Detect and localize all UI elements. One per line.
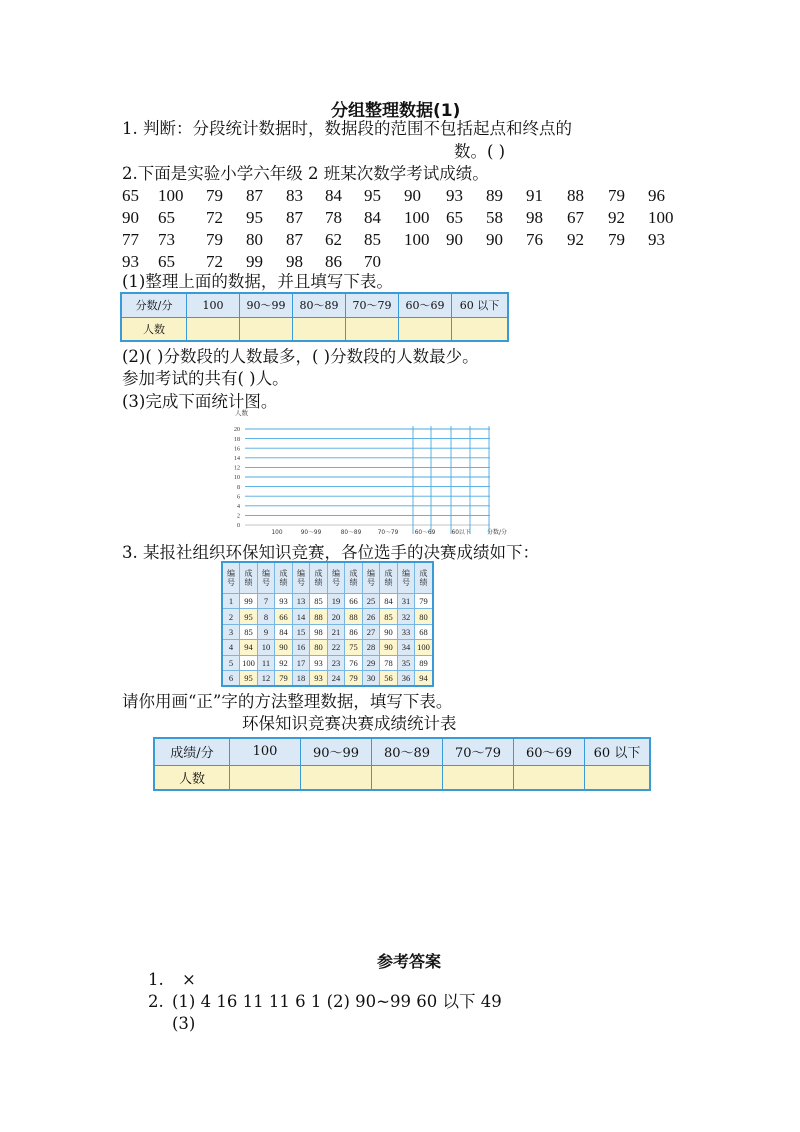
page-title: 分组整理数据(1) [331,101,461,121]
answer-1: × [182,970,196,989]
contestant-score: 79 [345,670,363,686]
contestant-id: 17 [293,655,310,670]
score-table-1 [120,292,509,342]
score-value: 92 [608,208,625,227]
table2-header: 60 以下 [585,738,651,765]
score-value: 83 [286,186,303,205]
contestant-id: 24 [328,670,345,686]
y-tick-label: 12 [234,465,240,472]
score-value: 73 [158,230,175,249]
contestant-id: 7 [258,594,275,609]
contestant-score: 89 [415,655,434,670]
contestant-score: 85 [310,594,328,609]
score-value: 79 [608,186,625,205]
table1-header: 70～79 [346,293,399,317]
contestant-id: 30 [363,670,380,686]
table1-header: 分数/分 [121,293,187,317]
contestant-score: 80 [310,640,328,655]
answer-2-part3: (3) [172,1014,196,1033]
contestant-score: 100 [415,640,434,655]
score-value: 87 [246,186,263,205]
score-column-header: 成 绩 [380,562,398,594]
contestant-id: 11 [258,655,275,670]
contestant-id: 15 [293,624,310,639]
contestant-id: 34 [398,640,415,655]
contestant-id: 13 [293,594,310,609]
contestant-id: 35 [398,655,415,670]
table1-header: 100 [187,293,240,317]
contestant-id: 29 [363,655,380,670]
contestant-score: 90 [380,640,398,655]
contestant-score: 79 [415,594,434,609]
x-tick-label: 70～79 [377,530,399,536]
score-value: 84 [325,186,342,205]
table2-header: 90～99 [301,738,372,765]
table2-header: 成绩/分 [154,738,230,765]
score-value: 72 [206,208,223,227]
contestant-id: 22 [328,640,345,655]
table-row [222,609,433,624]
id-column-header: 编 号 [222,562,240,594]
y-tick-label: 4 [237,504,240,510]
score-value: 72 [206,252,223,271]
score-value: 93 [446,186,463,205]
score-value: 84 [364,208,381,227]
table1-header: 60 以下 [452,293,509,317]
contestant-score: 56 [380,670,398,686]
score-column-header: 成 绩 [345,562,363,594]
contestant-score: 66 [345,594,363,609]
y-tick-label: 16 [234,446,240,453]
score-value: 79 [608,230,625,249]
score-value: 98 [526,208,543,227]
table2-input-cell[interactable] [372,765,443,790]
y-tick-label: 10 [234,475,240,482]
contestant-score: 79 [275,670,293,686]
contestant-id: 9 [258,624,275,639]
score-value: 93 [122,252,139,271]
score-value: 90 [446,230,463,249]
table1-header: 60～69 [399,293,452,317]
score-value: 100 [158,186,184,205]
score-value: 67 [567,208,584,227]
contestant-id: 5 [222,655,240,670]
contestant-id: 3 [222,624,240,639]
table2-input-cell[interactable] [230,765,301,790]
score-value: 87 [286,208,303,227]
contestant-score: 88 [310,609,328,624]
table1-input-cell[interactable] [240,317,293,341]
score-value: 65 [158,252,175,271]
score-list [0,0,800,300]
id-column-header: 编 号 [363,562,380,594]
score-value: 96 [648,186,665,205]
score-value: 65 [158,208,175,227]
table-row [222,594,433,609]
contestant-score: 90 [380,624,398,639]
contestant-id: 31 [398,594,415,609]
contestant-score: 86 [345,624,363,639]
score-value: 80 [246,230,263,249]
contestant-score: 66 [275,609,293,624]
score-value: 95 [364,186,381,205]
table1-input-cell[interactable] [293,317,346,341]
contestant-id: 33 [398,624,415,639]
y-tick-label: 6 [237,494,240,501]
score-value: 98 [286,252,303,271]
score-column-header: 成 绩 [240,562,258,594]
table1-input-cell[interactable] [346,317,399,341]
contestant-score: 94 [240,640,258,655]
id-column-header: 编 号 [398,562,415,594]
contestant-score: 92 [275,655,293,670]
contestant-id: 32 [398,609,415,624]
contestant-score: 85 [380,609,398,624]
table2-input-cell[interactable] [443,765,514,790]
score-value: 100 [404,208,430,227]
score-value: 87 [286,230,303,249]
contestant-score: 88 [345,609,363,624]
x-tick-label: 60以下 [451,530,471,536]
question-1-line1: 1. 判断：分段统计数据时，数据段的范围不包括起点和终点的 [122,119,572,138]
score-value: 95 [246,208,263,227]
contestant-score: 99 [240,594,258,609]
y-tick-label: 18 [234,436,240,443]
contestant-id: 18 [293,670,310,686]
score-value: 90 [404,186,421,205]
contestant-id: 20 [328,609,345,624]
bar-chart [225,406,525,541]
score-value: 65 [446,208,463,227]
answer-2: (1) 4 16 11 11 6 1 (2) 90~99 60 以下 49 [172,992,502,1011]
question-3-intro: 3. 某报社组织环保知识竞赛，各位选手的决赛成绩如下： [122,543,539,562]
y-axis-label: 人数 [235,409,248,417]
y-tick-label: 0 [237,523,240,530]
y-tick-label: 14 [234,456,240,462]
contestant-id: 36 [398,670,415,686]
score-value: 86 [325,252,342,271]
y-tick-label: 2 [237,513,240,520]
question-2-part3: (3)完成下面统计图。 [122,392,278,411]
answer-2-number: 2. [148,992,164,1011]
score-value: 89 [486,186,503,205]
table1-row-label: 人数 [121,317,187,341]
score-value: 58 [486,208,503,227]
score-column-header: 成 绩 [415,562,434,594]
table2-row-label: 人数 [154,765,230,790]
contestant-score: 75 [345,640,363,655]
question-2-part1: (1)整理上面的数据，并且填写下表。 [122,272,393,291]
y-tick-label: 8 [237,484,240,491]
score-value: 88 [567,186,584,205]
score-value: 65 [122,186,139,205]
contestant-score: 68 [415,624,434,639]
contestant-id: 2 [222,609,240,624]
question-3-instruction: 请你用画“正”字的方法整理数据，填写下表。 [122,692,453,711]
x-tick-label: 80～89 [340,530,362,536]
question-2-part2-line2: 参加考试的共有( )人。 [122,369,289,388]
id-column-header: 编 号 [328,562,345,594]
table-title: 环保知识竞赛决赛成绩统计表 [242,714,457,733]
score-table-2 [153,737,651,791]
contestant-score: 78 [380,655,398,670]
contestant-id: 23 [328,655,345,670]
contestant-id: 21 [328,624,345,639]
x-tick-label: 60～69 [414,530,436,536]
contestant-id: 10 [258,640,275,655]
score-value: 100 [404,230,430,249]
score-value: 93 [648,230,665,249]
id-column-header: 编 号 [258,562,275,594]
contestant-score: 93 [310,670,328,686]
contestant-id: 27 [363,624,380,639]
score-value: 90 [122,208,139,227]
table2-input-cell[interactable] [514,765,585,790]
contestant-id: 16 [293,640,310,655]
contestant-score: 84 [275,624,293,639]
table1-input-cell[interactable] [399,317,452,341]
table2-header: 60～69 [514,738,585,765]
score-value: 100 [648,208,674,227]
contestant-id: 26 [363,609,380,624]
table-row [222,640,433,655]
score-value: 92 [567,230,584,249]
contestant-id: 6 [222,670,240,686]
score-column-header: 成 绩 [275,562,293,594]
contestant-score: 93 [310,655,328,670]
table2-header: 100 [230,738,301,765]
score-value: 62 [325,230,342,249]
table1-header: 80～89 [293,293,346,317]
score-value: 77 [122,230,139,249]
contestant-id: 28 [363,640,380,655]
score-value: 79 [206,230,223,249]
table1-input-cell[interactable] [187,317,240,341]
score-value: 90 [486,230,503,249]
x-tick-label: 90～99 [300,530,322,536]
x-axis-label: 分数/分 [486,529,508,536]
question-1-line2: 数。( ) [454,142,506,161]
id-column-header: 编 号 [293,562,310,594]
question-2-part2-line1: (2)( )分数段的人数最多，( )分数段的人数最少。 [122,347,479,366]
score-value: 78 [325,208,342,227]
contestant-id: 8 [258,609,275,624]
contestant-score: 95 [240,609,258,624]
table1-header: 90～99 [240,293,293,317]
x-tick-label: 100 [271,530,283,536]
table1-input-cell[interactable] [452,317,509,341]
table-row [222,655,433,670]
contestant-score: 98 [310,624,328,639]
contestant-id: 12 [258,670,275,686]
contestant-score: 90 [275,640,293,655]
score-value: 99 [246,252,263,271]
contestant-score: 93 [275,594,293,609]
table2-header: 70～79 [443,738,514,765]
table2-input-cell[interactable] [585,765,651,790]
question-2-intro: 2.下面是实验小学六年级 2 班某次数学考试成绩。 [122,164,489,183]
table2-header: 80～89 [372,738,443,765]
contestant-id: 1 [222,594,240,609]
contestant-score: 76 [345,655,363,670]
answers-title: 参考答案 [377,952,442,971]
contestant-score: 95 [240,670,258,686]
contestant-id: 4 [222,640,240,655]
contestant-id: 25 [363,594,380,609]
contestant-score: 100 [240,655,258,670]
contestant-score: 80 [415,609,434,624]
score-value: 70 [364,252,381,271]
contestant-score: 94 [415,670,434,686]
contestant-id: 14 [293,609,310,624]
table2-input-cell[interactable] [301,765,372,790]
contestant-id: 19 [328,594,345,609]
y-tick-label: 20 [234,427,240,434]
answer-1-number: 1. [148,970,164,989]
score-value: 85 [364,230,381,249]
score-value: 76 [526,230,543,249]
table-row [222,624,433,639]
contestant-score: 85 [240,624,258,639]
table-row [222,670,433,686]
score-column-header: 成 绩 [310,562,328,594]
contestant-score: 84 [380,594,398,609]
competition-score-table [221,561,434,687]
score-value: 79 [206,186,223,205]
score-value: 91 [526,186,543,205]
